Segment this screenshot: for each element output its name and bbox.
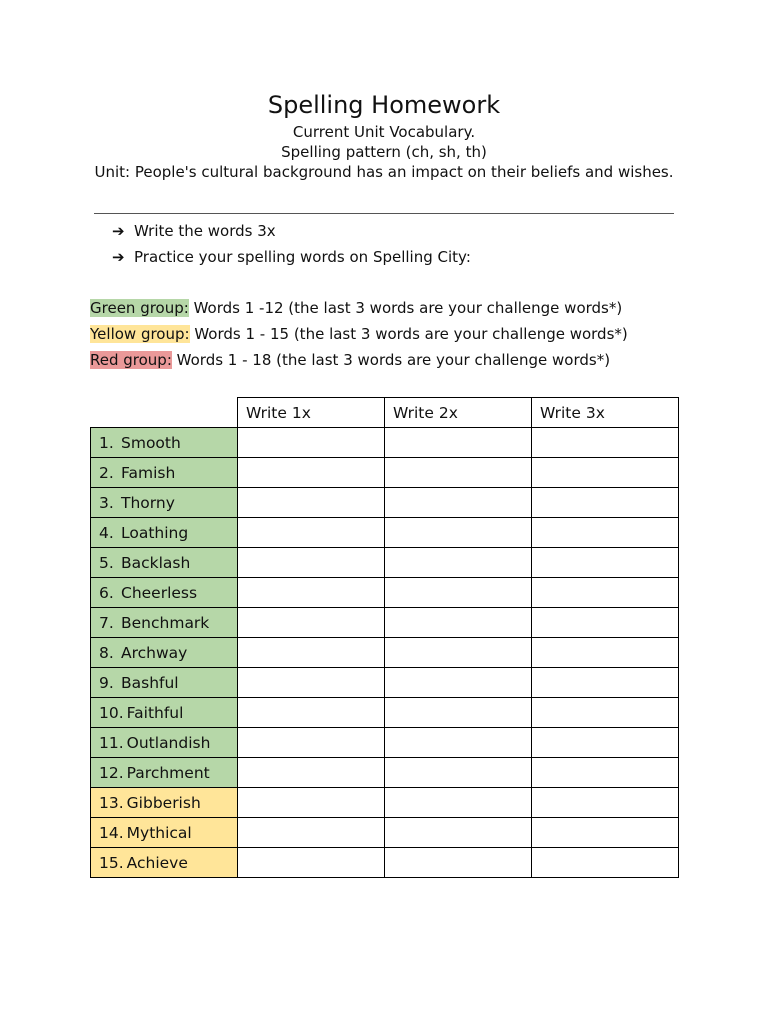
write-cell[interactable] xyxy=(238,428,385,458)
write-cell[interactable] xyxy=(238,548,385,578)
write-cell[interactable] xyxy=(238,698,385,728)
group-text: Words 1 - 15 (the last 3 words are your challenge words*) xyxy=(189,325,628,343)
word-text: Faithful xyxy=(126,703,184,722)
group-label: Yellow group: xyxy=(90,325,190,343)
word-text: Achieve xyxy=(126,853,188,872)
write-cell[interactable] xyxy=(238,758,385,788)
write-cell[interactable] xyxy=(385,578,532,608)
word-text: Mythical xyxy=(126,823,192,842)
word-number: 3. xyxy=(99,493,114,512)
write-cell[interactable] xyxy=(532,758,679,788)
word-cell xyxy=(91,728,238,758)
word-text: Bashful xyxy=(121,673,179,692)
page-title: Spelling Homework xyxy=(267,91,501,119)
write-cell[interactable] xyxy=(532,728,679,758)
word-text: Famish xyxy=(121,463,176,482)
corner-cell xyxy=(91,398,238,428)
word-cell xyxy=(91,548,238,578)
table-header-row xyxy=(91,398,679,428)
column-header: Write 3x xyxy=(532,398,679,428)
write-cell[interactable] xyxy=(385,788,532,818)
word-number: 8. xyxy=(99,643,114,662)
instruction-text: Practice your spelling words on Spelling City: xyxy=(134,248,471,266)
subtitle-unit: Unit: People's cultural background has an impact on their beliefs and wishes. xyxy=(94,163,674,181)
word-cell xyxy=(91,518,238,548)
word-cell xyxy=(91,428,238,458)
write-cell[interactable] xyxy=(385,518,532,548)
write-cell[interactable] xyxy=(532,518,679,548)
write-cell[interactable] xyxy=(385,608,532,638)
write-cell[interactable] xyxy=(385,818,532,848)
subtitle-vocabulary: Current Unit Vocabulary. xyxy=(292,123,476,141)
write-cell[interactable] xyxy=(385,548,532,578)
write-cell[interactable] xyxy=(385,428,532,458)
write-cell[interactable] xyxy=(532,548,679,578)
table-row xyxy=(91,578,679,608)
column-header: Write 1x xyxy=(238,398,385,428)
write-cell[interactable] xyxy=(238,458,385,488)
word-text: Benchmark xyxy=(121,613,210,632)
write-cell[interactable] xyxy=(385,848,532,878)
word-text: Outlandish xyxy=(126,733,211,752)
word-cell xyxy=(91,638,238,668)
word-cell xyxy=(91,608,238,638)
document-header xyxy=(90,90,678,182)
write-cell[interactable] xyxy=(532,488,679,518)
write-cell[interactable] xyxy=(238,638,385,668)
write-cell[interactable] xyxy=(385,728,532,758)
word-cell xyxy=(91,818,238,848)
write-cell[interactable] xyxy=(532,578,679,608)
word-number: 6. xyxy=(99,583,114,602)
write-cell[interactable] xyxy=(238,488,385,518)
word-number: 11. xyxy=(99,733,124,752)
word-cell xyxy=(91,488,238,518)
instruction-list xyxy=(112,218,471,270)
write-cell[interactable] xyxy=(238,518,385,548)
word-text: Gibberish xyxy=(126,793,201,812)
table-row xyxy=(91,668,679,698)
write-cell[interactable] xyxy=(238,668,385,698)
write-cell[interactable] xyxy=(532,698,679,728)
write-cell[interactable] xyxy=(532,638,679,668)
word-text: Smooth xyxy=(121,433,181,452)
instruction-item xyxy=(112,218,471,244)
table-row xyxy=(91,458,679,488)
write-cell[interactable] xyxy=(238,728,385,758)
word-text: Backlash xyxy=(121,553,191,572)
instruction-item xyxy=(112,244,471,270)
word-number: 1. xyxy=(99,433,114,452)
table-row xyxy=(91,428,679,458)
write-cell[interactable] xyxy=(532,458,679,488)
group-label: Red group: xyxy=(90,351,172,369)
word-text: Loathing xyxy=(121,523,189,542)
table-row xyxy=(91,758,679,788)
word-cell xyxy=(91,668,238,698)
write-cell[interactable] xyxy=(238,608,385,638)
write-cell[interactable] xyxy=(238,578,385,608)
group-text: Words 1 - 18 (the last 3 words are your challenge words*) xyxy=(171,351,611,369)
word-number: 15. xyxy=(99,853,124,872)
table-row xyxy=(91,848,679,878)
group-yellow xyxy=(90,321,628,347)
word-number: 12. xyxy=(99,763,124,782)
write-cell[interactable] xyxy=(238,848,385,878)
word-cell xyxy=(91,578,238,608)
write-cell[interactable] xyxy=(385,458,532,488)
arrow-right-icon: ➔ xyxy=(112,248,125,266)
write-cell[interactable] xyxy=(532,428,679,458)
write-cell[interactable] xyxy=(385,638,532,668)
word-number: 7. xyxy=(99,613,114,632)
spelling-table xyxy=(90,397,679,878)
word-number: 2. xyxy=(99,463,114,482)
table-row xyxy=(91,638,679,668)
group-text: Words 1 -12 (the last 3 words are your challenge words*) xyxy=(188,299,623,317)
subtitle-pattern: Spelling pattern (ch, sh, th) xyxy=(281,143,487,161)
column-header: Write 2x xyxy=(385,398,532,428)
table-row xyxy=(91,518,679,548)
write-cell[interactable] xyxy=(385,488,532,518)
word-cell xyxy=(91,458,238,488)
word-text: Parchment xyxy=(126,763,210,782)
word-number: 14. xyxy=(99,823,124,842)
instruction-text: Write the words 3x xyxy=(134,222,276,240)
group-red xyxy=(90,347,628,373)
word-text: Cheerless xyxy=(121,583,198,602)
table-row xyxy=(91,698,679,728)
word-number: 13. xyxy=(99,793,124,812)
group-list xyxy=(90,295,628,373)
word-cell xyxy=(91,848,238,878)
horizontal-divider xyxy=(94,213,674,214)
word-text: Archway xyxy=(121,643,188,662)
write-cell[interactable] xyxy=(532,848,679,878)
word-number: 10. xyxy=(99,703,124,722)
write-cell[interactable] xyxy=(385,668,532,698)
word-number: 5. xyxy=(99,553,114,572)
table-row xyxy=(91,548,679,578)
table-body xyxy=(91,428,679,878)
arrow-right-icon: ➔ xyxy=(112,222,125,240)
table-row xyxy=(91,788,679,818)
write-cell[interactable] xyxy=(532,818,679,848)
word-cell xyxy=(91,698,238,728)
word-text: Thorny xyxy=(121,493,175,512)
write-cell[interactable] xyxy=(385,698,532,728)
write-cell[interactable] xyxy=(532,608,679,638)
group-green xyxy=(90,295,628,321)
table-row xyxy=(91,488,679,518)
word-cell xyxy=(91,788,238,818)
group-label: Green group: xyxy=(90,299,189,317)
table-row xyxy=(91,728,679,758)
table-row xyxy=(91,608,679,638)
table-row xyxy=(91,818,679,848)
write-cell[interactable] xyxy=(532,668,679,698)
word-number: 9. xyxy=(99,673,114,692)
write-cell[interactable] xyxy=(238,788,385,818)
write-cell[interactable] xyxy=(532,788,679,818)
word-number: 4. xyxy=(99,523,114,542)
write-cell[interactable] xyxy=(238,818,385,848)
write-cell[interactable] xyxy=(385,758,532,788)
word-cell xyxy=(91,758,238,788)
